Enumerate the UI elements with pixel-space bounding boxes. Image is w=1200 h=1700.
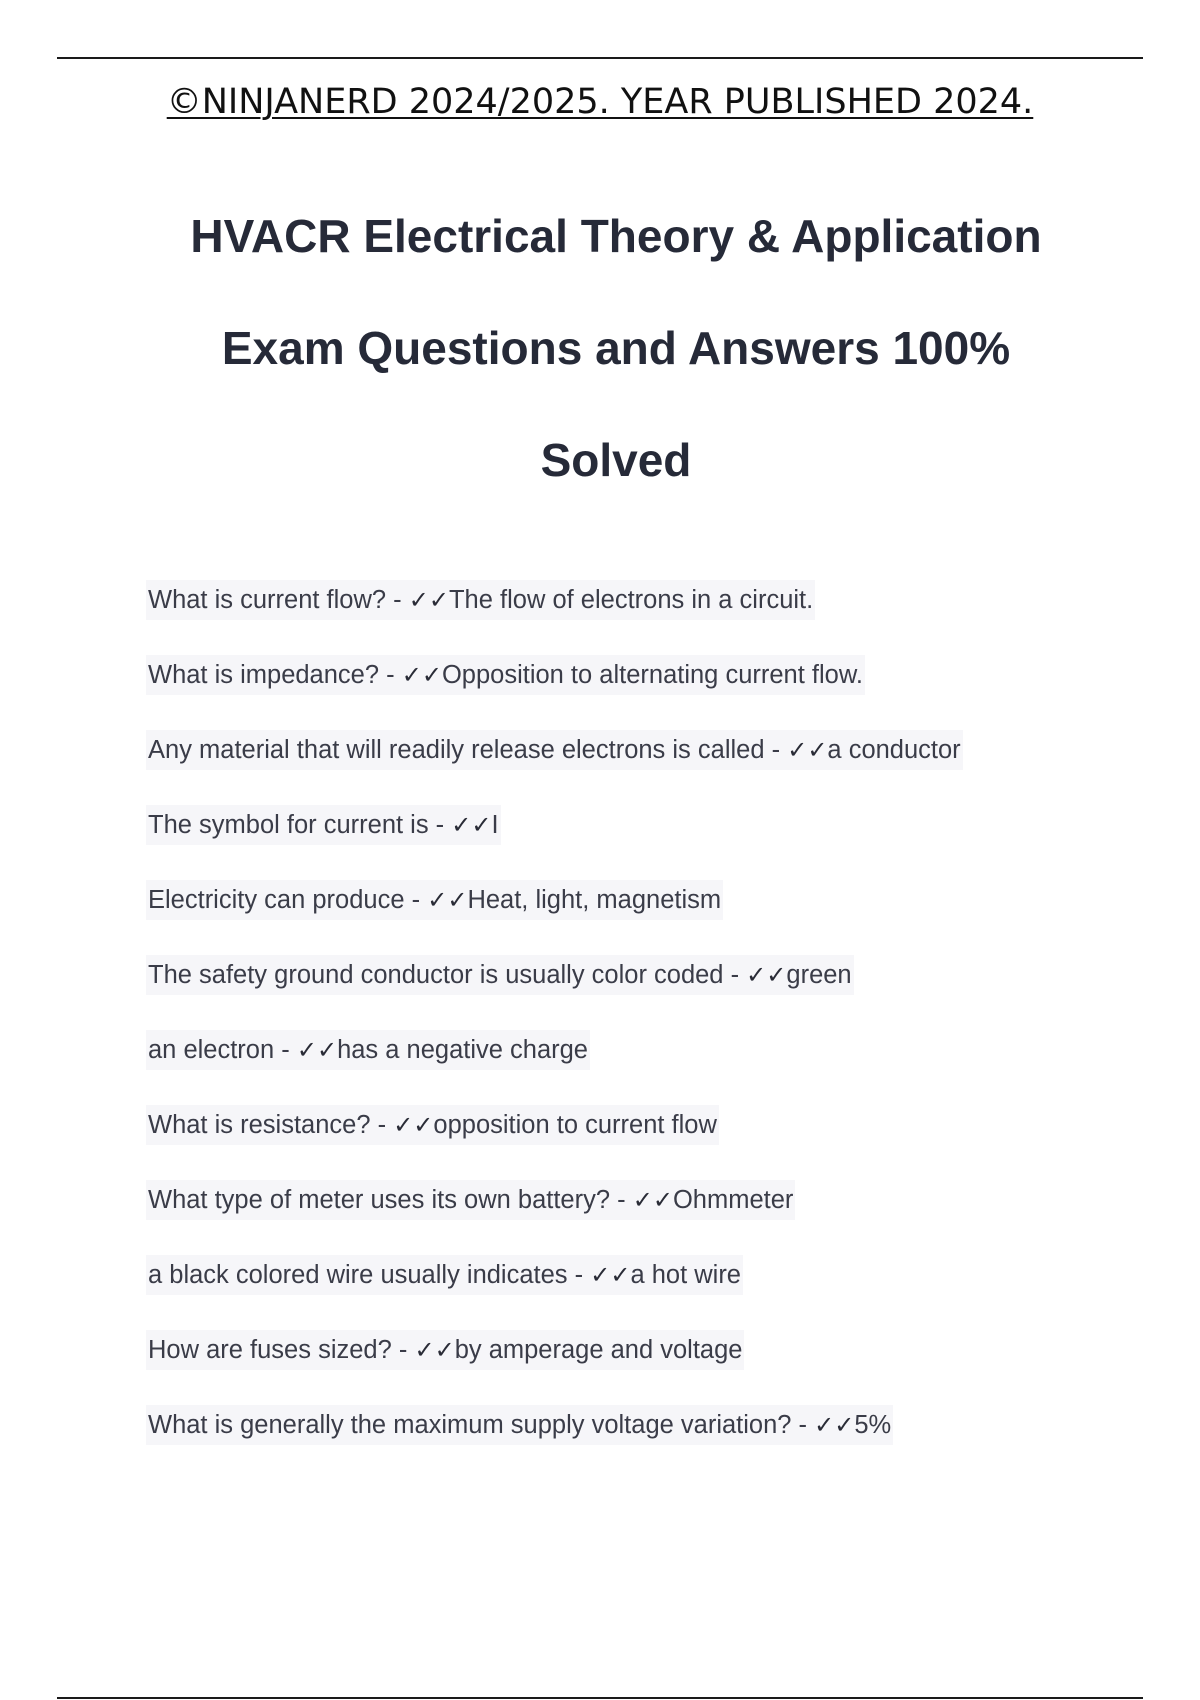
answer-text: green: [786, 961, 852, 989]
qa-item: [146, 580, 963, 655]
question-text: How are fuses sized?: [148, 1336, 392, 1364]
document-title: [0, 180, 1200, 516]
question-text: The symbol for current is: [148, 811, 429, 839]
qa-item: [146, 955, 963, 1030]
answer-text: has a negative charge: [337, 1036, 588, 1064]
title-line-3: Solved: [540, 434, 692, 486]
qa-text: [146, 1180, 795, 1220]
answer-text: I: [491, 811, 499, 839]
separator: -: [274, 1036, 297, 1064]
separator: -: [404, 886, 428, 914]
qa-item: [146, 1030, 963, 1105]
double-check-icon: ✓✓: [590, 1261, 631, 1289]
qa-text: [146, 880, 723, 920]
separator: -: [567, 1261, 591, 1289]
double-check-icon: ✓✓: [746, 961, 787, 989]
question-text: What is impedance?: [148, 661, 380, 689]
title-line-2: Exam Questions and Answers 100%: [221, 322, 1011, 374]
separator: -: [610, 1186, 633, 1214]
copyright-text: ©NINJANERD 2024/2025. YEAR PUBLISHED 2024.: [166, 82, 1034, 122]
double-check-icon: ✓✓: [401, 661, 442, 689]
separator: -: [791, 1411, 815, 1439]
question-text: What is generally the maximum supply voltage variation?: [148, 1411, 792, 1439]
qa-item: [146, 1330, 963, 1405]
double-check-icon: ✓✓: [814, 1411, 855, 1439]
double-check-icon: ✓✓: [451, 811, 492, 839]
separator: -: [428, 811, 452, 839]
qa-text: [146, 1105, 719, 1145]
answer-text: 5%: [854, 1411, 892, 1439]
qa-text: [146, 580, 815, 620]
answer-text: opposition to current flow: [433, 1111, 717, 1139]
question-text: The safety ground conductor is usually color coded: [148, 961, 724, 989]
separator: -: [391, 1336, 415, 1364]
double-check-icon: ✓✓: [787, 736, 828, 764]
qa-text: [146, 1030, 590, 1070]
double-check-icon: ✓✓: [408, 586, 449, 614]
question-text: Electricity can produce: [148, 886, 405, 914]
top-rule: [57, 57, 1143, 59]
qa-text: [146, 1330, 744, 1370]
double-check-icon: ✓✓: [414, 1336, 455, 1364]
qa-item: [146, 1255, 963, 1330]
qa-text: [146, 955, 854, 995]
answer-text: Opposition to alternating current flow.: [441, 661, 863, 689]
qa-list: [146, 580, 963, 1480]
qa-item: [146, 655, 963, 730]
qa-text: [146, 805, 501, 845]
qa-item: [146, 1180, 963, 1255]
question-text: What is current flow?: [148, 586, 387, 614]
separator: -: [370, 1111, 394, 1139]
answer-text: a hot wire: [630, 1261, 741, 1289]
separator: -: [386, 586, 409, 614]
qa-item: [146, 1105, 963, 1180]
separator: -: [764, 736, 788, 764]
qa-text: [146, 655, 865, 695]
question-text: What is resistance?: [148, 1111, 371, 1139]
bottom-rule: [57, 1697, 1143, 1699]
answer-text: The flow of electrons in a circuit.: [448, 586, 814, 614]
double-check-icon: ✓✓: [296, 1036, 338, 1064]
title-line-1: HVACR Electrical Theory & Application: [190, 210, 1042, 262]
qa-item: [146, 730, 963, 805]
question-text: a black colored wire usually indicates: [148, 1261, 568, 1289]
qa-item: [146, 805, 963, 880]
qa-item: [146, 880, 963, 955]
answer-text: Heat, light, magnetism: [467, 886, 722, 914]
question-text: an electron: [148, 1036, 275, 1064]
question-text: What type of meter uses its own battery?: [148, 1186, 611, 1214]
answer-text: Ohmmeter: [672, 1186, 794, 1214]
qa-text: [146, 1255, 743, 1295]
copyright-header: [0, 82, 1200, 122]
double-check-icon: ✓✓: [632, 1186, 673, 1214]
qa-text: [146, 1405, 893, 1445]
separator: -: [723, 961, 747, 989]
double-check-icon: ✓✓: [393, 1111, 434, 1139]
qa-text: [146, 730, 963, 770]
answer-text: by amperage and voltage: [454, 1336, 743, 1364]
answer-text: a conductor: [827, 736, 961, 764]
qa-item: [146, 1405, 963, 1480]
question-text: Any material that will readily release electrons is called: [148, 736, 765, 764]
double-check-icon: ✓✓: [427, 886, 468, 914]
separator: -: [379, 661, 402, 689]
